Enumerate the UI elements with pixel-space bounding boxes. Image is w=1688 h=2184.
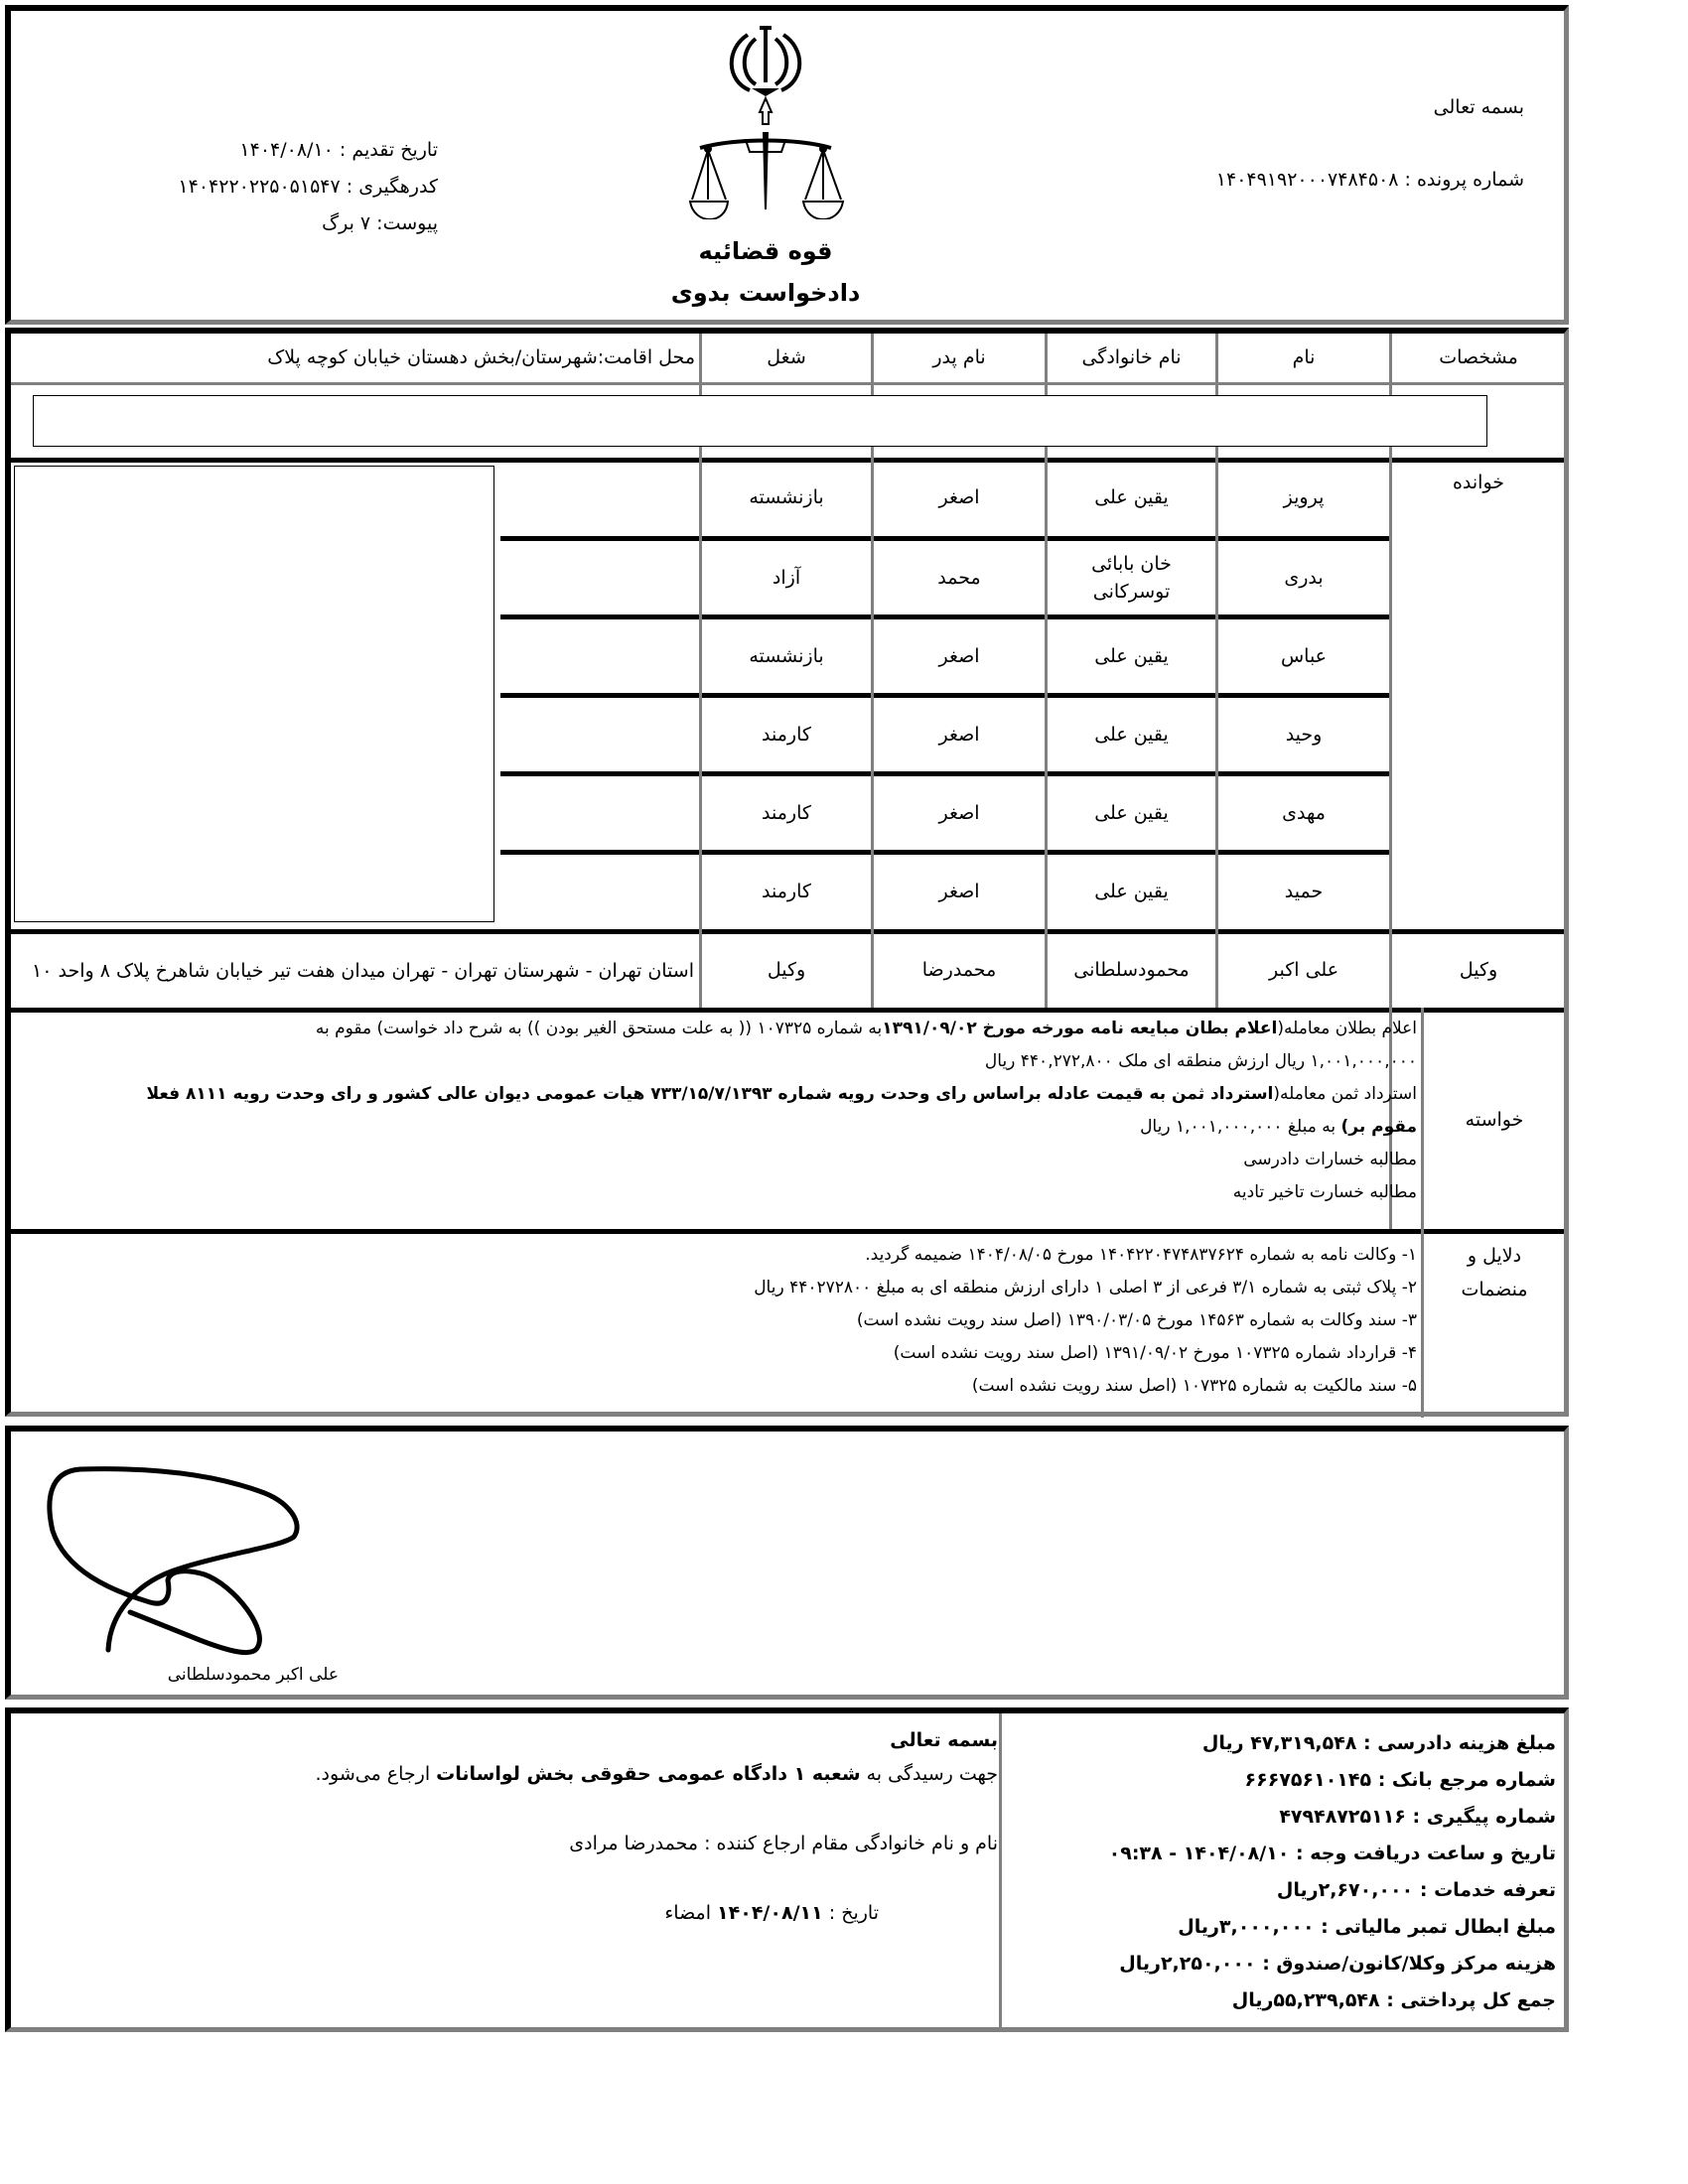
lawyer-address: استان تهران - شهرستان تهران - تهران میدان هفت تیر خیابان شاهرخ پلاک ۸ واحد ۱۰ [32,959,694,982]
fee-label: مبلغ هزینه دادرسی : [1363,1732,1556,1754]
claim-line [27,1144,1417,1176]
referral-date-value: ۱۴۰۴/۰۸/۱۱ [717,1902,823,1924]
claim-line-bold: مقوم بر) [1340,1117,1417,1137]
fee-row [1020,1946,1556,1982]
fees-list [1020,1725,1556,2019]
parties-table [5,328,1569,1417]
claim-line-normal: مطالبه خسارات دادرسی [1243,1150,1417,1169]
evidence-item: ۵- سند مالکیت به شماره ۱۰۷۳۲۵ (اصل سند رویت نشده است) [971,1376,1417,1396]
signature-box [5,1426,1569,1700]
defendant-occupation: بازنشسته [749,645,824,668]
fee-value: ۵۵,۲۳۹,۵۴۸ریال [1231,1989,1380,2011]
fee-label: جمع کل پرداختی : [1386,1989,1556,2011]
referrer [25,1827,998,1860]
referral-suffix: ارجاع می‌شود. [315,1763,437,1785]
defendant-father-name: اصغر [938,724,980,747]
judiciary-emblem-icon [686,21,845,219]
claim-label: خواسته [1465,1109,1524,1132]
attachment-count [41,211,438,237]
claim-line-normal: استرداد ثمن معامله( [1273,1084,1417,1104]
fee-value: ۴۷,۳۱۹,۵۴۸ ریال [1201,1732,1357,1754]
lawyer-first-name: علی اکبر [1268,959,1339,982]
claim-line [27,1078,1417,1111]
claim-line [27,1013,1417,1045]
defendant-father-name: اصغر [938,881,980,903]
lawyer-occupation: وکیل [767,959,806,982]
defendant-occupation: کارمند [762,802,811,825]
defendant-family-name: یقین علی [1094,881,1169,903]
claim-line [27,1111,1417,1144]
referrer-label: نام و نام خانوادگی مقام ارجاع کننده : [704,1833,998,1854]
referrer-name: محمدرضا مرادی [569,1833,699,1854]
case-number-label: شماره پرونده : [1404,169,1524,191]
claim-line-bold: اعلام بطان مبایعه نامه مورخه مورخ ۱۳۹۱/۰۹/۰۲ [882,1019,1278,1038]
claim-line-normal: ۱,۰۰۱,۰۰۰,۰۰۰ ریال ارزش منطقه ای ملک ۴۴۰,۲۷۲,۸۰۰ ریال [984,1051,1417,1071]
claim-line [27,1045,1417,1078]
submission-date [41,138,438,164]
defendant-first-name: مهدی [1282,802,1326,825]
referral-prefix: جهت رسیدگی به [860,1763,998,1785]
tracking-code-value: ۱۴۰۴۲۲۰۲۲۵۰۵۱۵۴۷ [178,176,341,198]
column-header-occupation: شغل [767,345,806,368]
column-header-father-name: نام پدر [932,345,986,368]
claim-line-normal: اعلام بطلان معامله( [1277,1019,1417,1038]
fee-row [1020,1982,1556,2019]
tracking-code [41,175,438,201]
evidence-list [27,1239,1417,1403]
evidence-label-line1: دلایل و [1467,1245,1522,1267]
fee-value: ۶۶۶۷۵۶۱۰۱۴۵ [1244,1769,1372,1791]
column-header-address: محل اقامت:شهرستان/بخش دهستان خیابان کوچه پلاک [267,345,695,368]
redacted-plaintiff-row [33,395,1487,447]
fee-value: ۳,۰۰۰,۰۰۰ریال [1178,1916,1315,1938]
submission-date-label: تاریخ تقدیم : [339,139,438,161]
defendant-occupation: آزاد [772,567,801,590]
defendant-father-name: اصغر [938,802,980,825]
evidence-label-line2: منضمات [1461,1279,1528,1300]
evidence-item: ۴- قرارداد شماره ۱۰۷۳۲۵ مورخ ۱۳۹۱/۰۹/۰۲ (اصل سند رویت نشده است) [893,1343,1417,1363]
defendant-father-name: اصغر [938,645,980,668]
submission-date-value: ۱۴۰۴/۰۸/۱۰ [239,139,334,161]
fee-value: ۱۴۰۴/۰۸/۱۰ - ۰۹:۳۸ [1108,1843,1290,1864]
petition-type-title: دادخواست بدوی [670,279,861,307]
fee-value: ۴۷۹۴۸۷۲۵۱۱۶ [1279,1806,1406,1828]
evidence-item: ۱- وکالت نامه به شماره ۱۴۰۴۲۲۰۴۷۴۸۳۷۶۲۴ مورخ ۱۴۰۴/۰۸/۰۵ ضمیمه گردید. [865,1245,1417,1265]
referral-bismillah: بسمه تعالی [890,1729,998,1751]
defendant-family-name: یقین علی [1094,486,1169,509]
column-header-family-name: نام خانوادگی [1081,345,1182,368]
case-number [928,168,1524,194]
referral-date [25,1896,879,1930]
defendant-occupation: بازنشسته [749,486,824,509]
fee-label: مبلغ ابطال تمبر مالیاتی : [1321,1916,1556,1938]
lawyer-family-name: محمودسلطانی [1073,959,1190,982]
fee-row [1020,1836,1556,1872]
defendant-first-name: بدری [1284,567,1324,590]
fee-row [1020,1909,1556,1946]
defendant-first-name: عباس [1280,645,1328,668]
referral-and-fees-box [5,1707,1569,2032]
defendant-family-name: یقین علی [1094,724,1169,747]
referral-sign-label: امضاء [664,1902,711,1924]
defendant-role-label: خوانده [1452,471,1505,493]
case-number-value: ۱۴۰۴۹۱۹۲۰۰۰۷۴۸۴۵۰۸ [1215,169,1399,191]
fee-value: ۲,۶۷۰,۰۰۰ریال [1276,1879,1414,1901]
defendant-family-name: یقین علی [1094,645,1169,668]
claim-line [27,1176,1417,1209]
claim-line-normal: مطالبه خسارت تاخیر تادیه [1232,1182,1417,1202]
fee-label: تاریخ و ساعت دریافت وجه : [1296,1843,1556,1864]
evidence-item: ۳- سند وکالت به شماره ۱۴۵۶۳ مورخ ۱۳۹۰/۰۳/۰۵ (اصل سند رویت نشده است) [856,1310,1417,1330]
attachment-value: ۷ برگ [322,212,371,234]
evidence-label [1424,1239,1565,1306]
defendant-family-name: یقین علی [1094,802,1169,825]
fee-label: شماره پیگیری : [1412,1806,1556,1828]
attachment-label: پیوست: [376,212,438,234]
fee-row [1020,1872,1556,1909]
tracking-code-label: کدرهگیری : [346,176,438,198]
defendant-occupation: کارمند [762,881,811,903]
defendant-father-name: محمد [937,567,981,590]
defendant-first-name: پرویز [1283,486,1325,509]
handwritten-signature-icon [31,1441,329,1670]
fee-row [1020,1725,1556,1762]
column-header-details: مشخصات [1439,345,1518,368]
claim-line-bold: استرداد ثمن به قیمت عادله براساس رای وحدت رویه شماره ۷۳۳/۱۵/۷/۱۳۹۳ هیات عمومی دیوان عالی کشور و رای وحدت رویه ۸۱۱۱ فعلا [146,1084,1274,1104]
redacted-defendant-addresses [14,466,494,922]
lawyer-father-name: محمدرضا [921,959,997,982]
defendant-first-name: حمید [1284,881,1324,903]
fee-label: تعرفه خدمات : [1419,1879,1556,1901]
judiciary-title: قوه قضائیه [698,237,833,265]
fee-row [1020,1762,1556,1799]
fee-row [1020,1799,1556,1836]
claim-line-rest: به مبلغ ۱,۰۰۱,۰۰۰,۰۰۰ ریال [1140,1117,1341,1137]
referral-branch: شعبه ۱ دادگاه عمومی حقوقی بخش لواسانات [436,1763,861,1785]
fee-label: هزینه مرکز وکلا/کانون/صندوق : [1262,1953,1556,1975]
defendant-first-name: وحید [1285,724,1323,747]
referral-date-label: تاریخ : [828,1902,879,1924]
defendant-family-name: خان بابائی توسرکانی [1091,553,1172,603]
evidence-item: ۲- پلاک ثبتی به شماره ۳/۱ فرعی از ۳ اصلی ۱ دارای ارزش منطقه ای به مبلغ ۴۴۰۲۷۲۸۰۰ ریال [754,1278,1417,1297]
petition-header [5,5,1569,325]
defendant-occupation: کارمند [762,724,811,747]
referral-instruction [25,1757,998,1791]
fee-label: شماره مرجع بانک : [1377,1769,1556,1791]
column-header-first-name: نام [1292,345,1316,368]
claim-line-rest: به شماره ۱۰۷۳۲۵ (( به علت مستحق الغیر بودن )) به شرح داد خواست) مقوم به [315,1019,883,1038]
lawyer-role-label: وکیل [1459,959,1498,982]
signer-name: علی اکبر محمودسلطانی [167,1665,339,1685]
claim-content [27,1013,1417,1209]
referral-section [25,1723,998,1930]
fee-value: ۲,۲۵۰,۰۰۰ریال [1119,1953,1256,1975]
defendant-father-name: اصغر [938,486,980,509]
bismillah-text: بسمه تعالی [1433,96,1524,118]
